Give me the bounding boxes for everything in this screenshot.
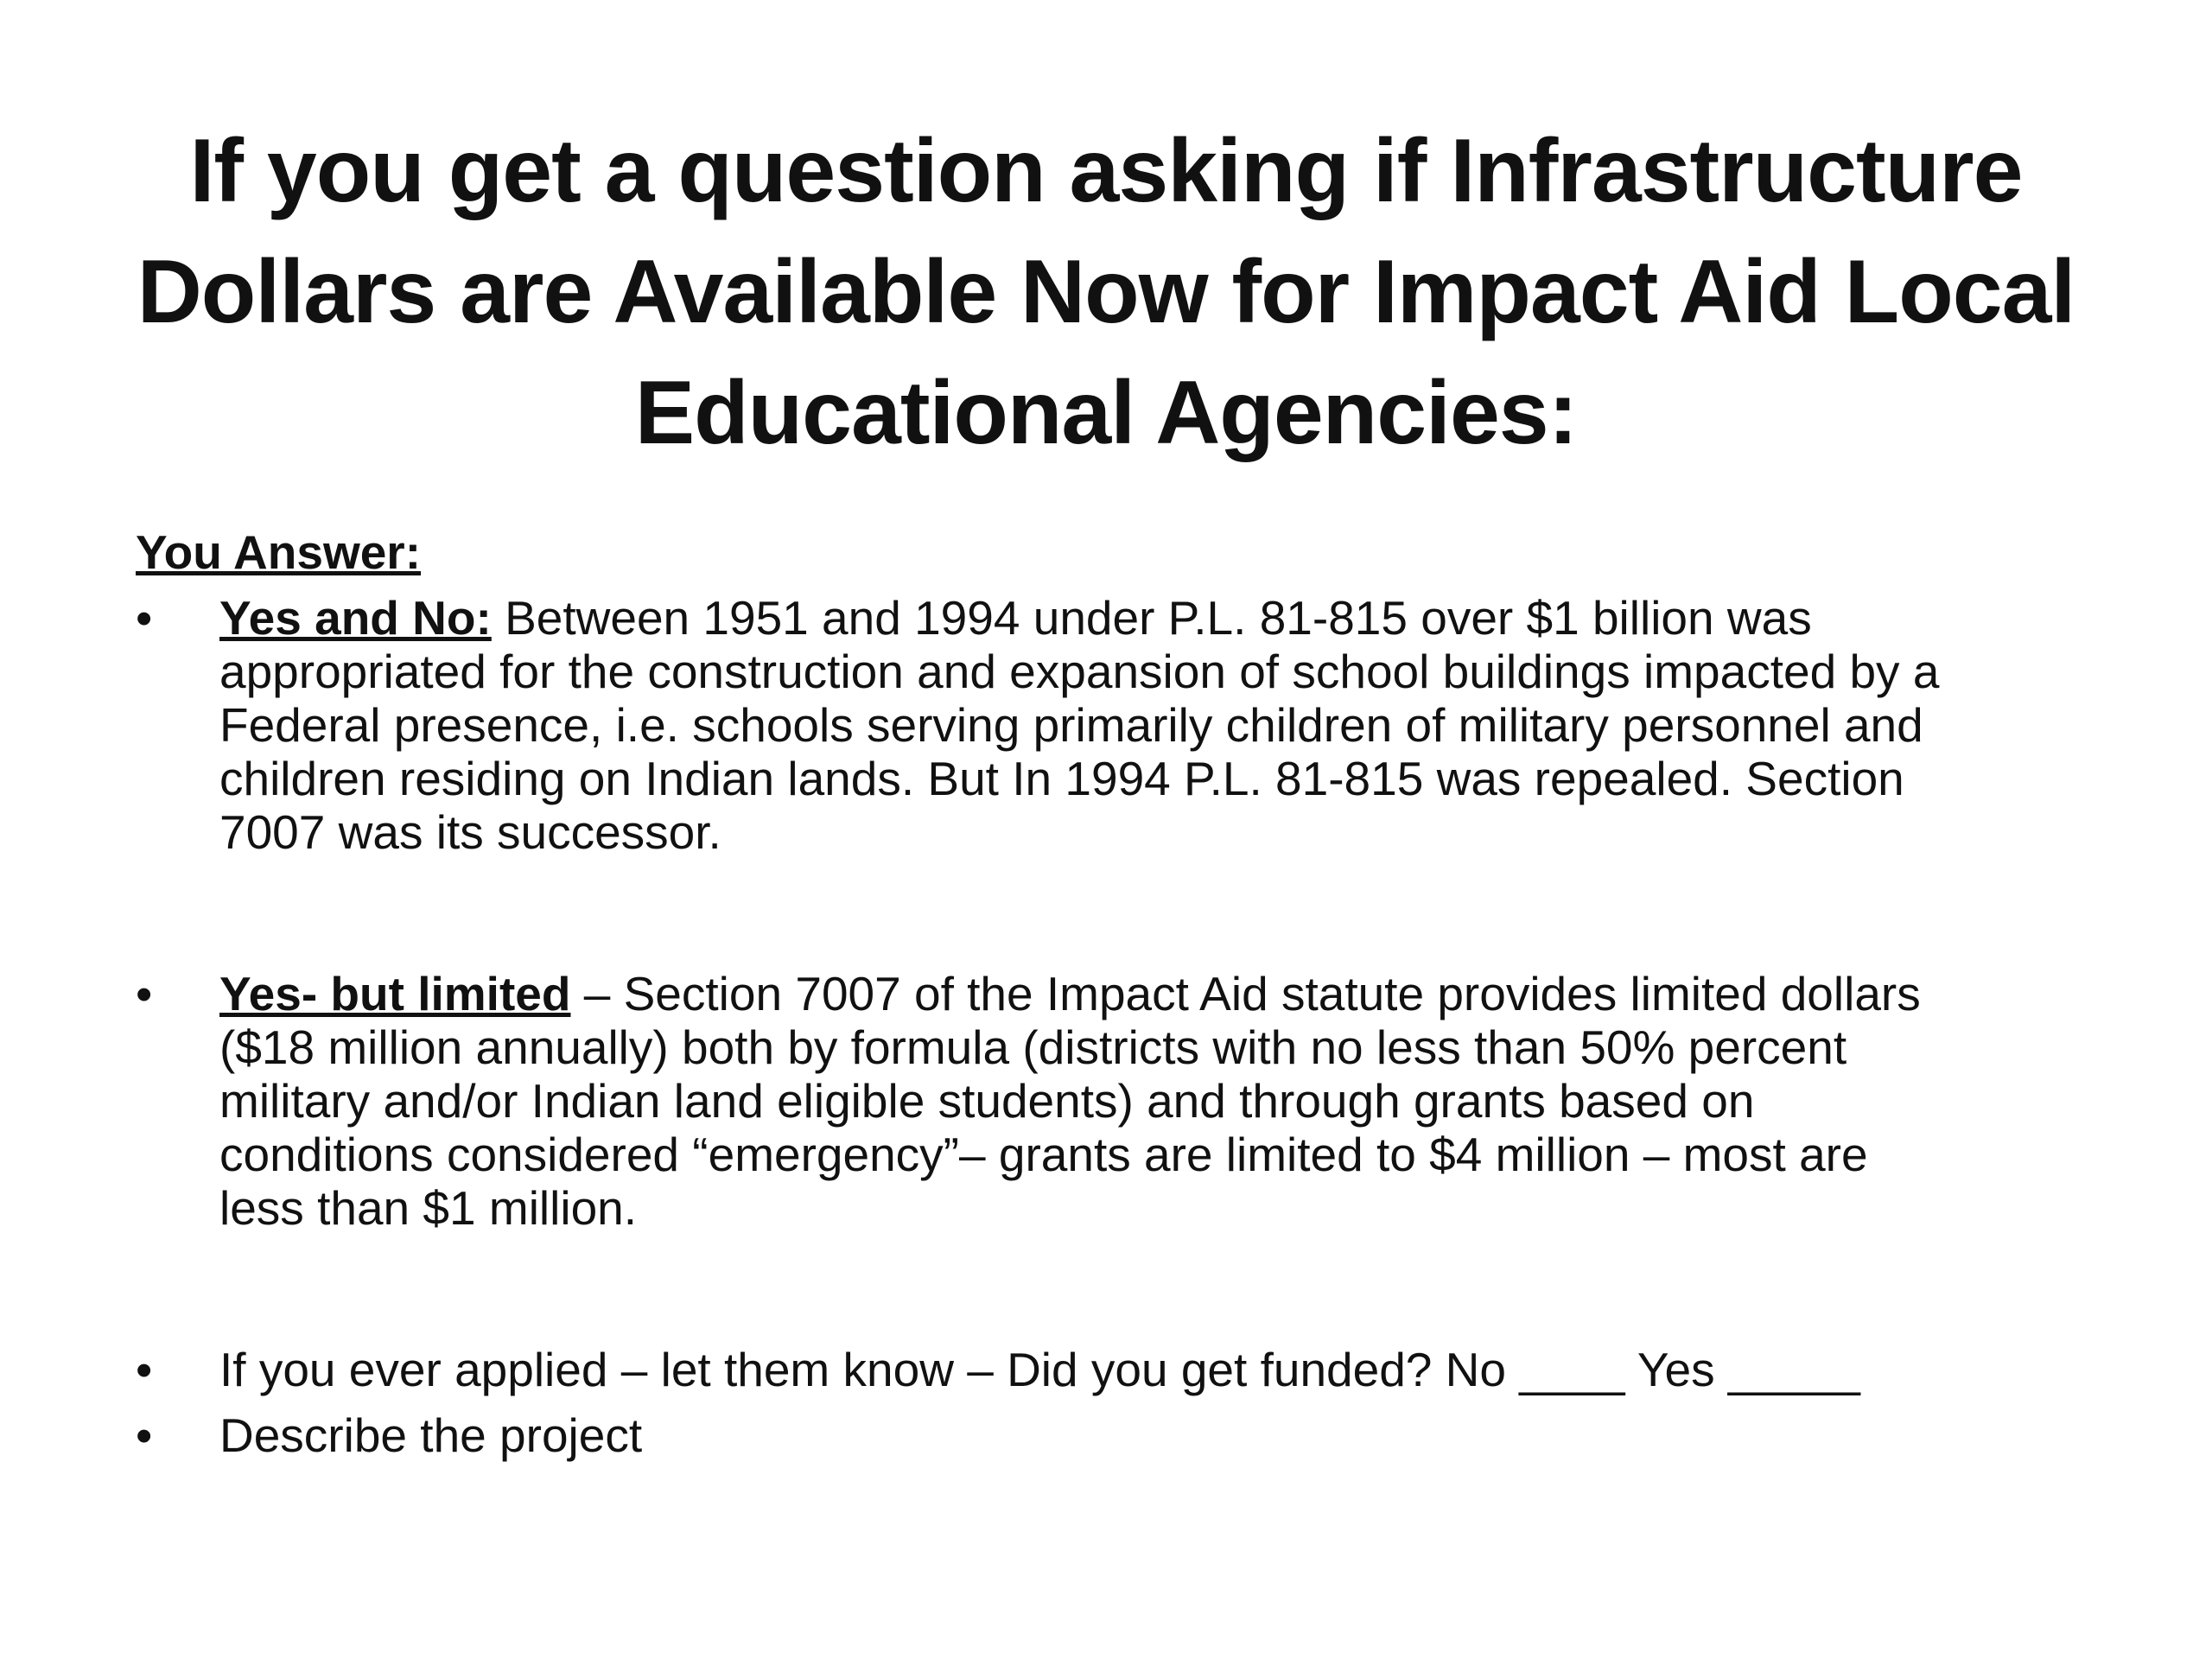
- bullet-list: [136, 591, 2123, 1462]
- bullet-line: military and/or Indian land eligible students) and through grants based on: [219, 1074, 1755, 1128]
- bullet-icon: •: [136, 1343, 153, 1396]
- title-line-1: If you get a question asking if Infrastructure: [189, 121, 2023, 221]
- bullet-point-applied: [136, 1343, 2123, 1396]
- bullet-line: less than $1 million.: [219, 1181, 638, 1235]
- bullet-line: appropriated for the construction and expansion of school buildings impacted by a: [219, 645, 1940, 698]
- slide-title: [104, 111, 2108, 474]
- bullet-text: If you ever applied – let them know – Did you get funded? No ____ Yes _____: [219, 1343, 1860, 1396]
- bullet-lead: Yes- but limited: [219, 967, 571, 1020]
- bullet-point-yes-but-limited: [136, 967, 2123, 1235]
- bullet-icon: •: [136, 591, 153, 645]
- bullet-text: – Section 7007 of the Impact Aid statute provides limited dollars: [570, 967, 1921, 1020]
- bullet-line: Federal presence, i.e. schools serving primarily children of military personnel and: [219, 698, 1923, 752]
- title-line-2: Dollars are Available Now for Impact Aid Local: [137, 242, 2075, 342]
- bullet-line: 7007 was its successor.: [219, 805, 721, 859]
- answer-heading: You Answer:: [136, 525, 422, 579]
- bullet-line: [219, 591, 2123, 645]
- bullet-lead: Yes and No:: [219, 591, 492, 645]
- bullet-icon: •: [136, 967, 153, 1020]
- bullet-text: Describe the project: [219, 1408, 643, 1462]
- bullet-line: children residing on Indian lands. But In 1994 P.L. 81-815 was repealed. Section: [219, 752, 1904, 805]
- bullet-line: ($18 million annually) both by formula (districts with no less than 50% percent: [219, 1020, 1847, 1074]
- bullet-point-describe: [136, 1408, 2123, 1462]
- bullet-text: Between 1951 and 1994 under P.L. 81-815 over $1 billion was: [491, 591, 1812, 645]
- bullet-point-yes-and-no: [136, 591, 2123, 859]
- bullet-line: [219, 967, 2123, 1020]
- bullet-line: conditions considered “emergency”– grants are limited to $4 million – most are: [219, 1128, 1868, 1181]
- bullet-icon: •: [136, 1408, 153, 1462]
- slide-body: [136, 525, 2123, 1462]
- title-line-3: Educational Agencies:: [634, 363, 1578, 463]
